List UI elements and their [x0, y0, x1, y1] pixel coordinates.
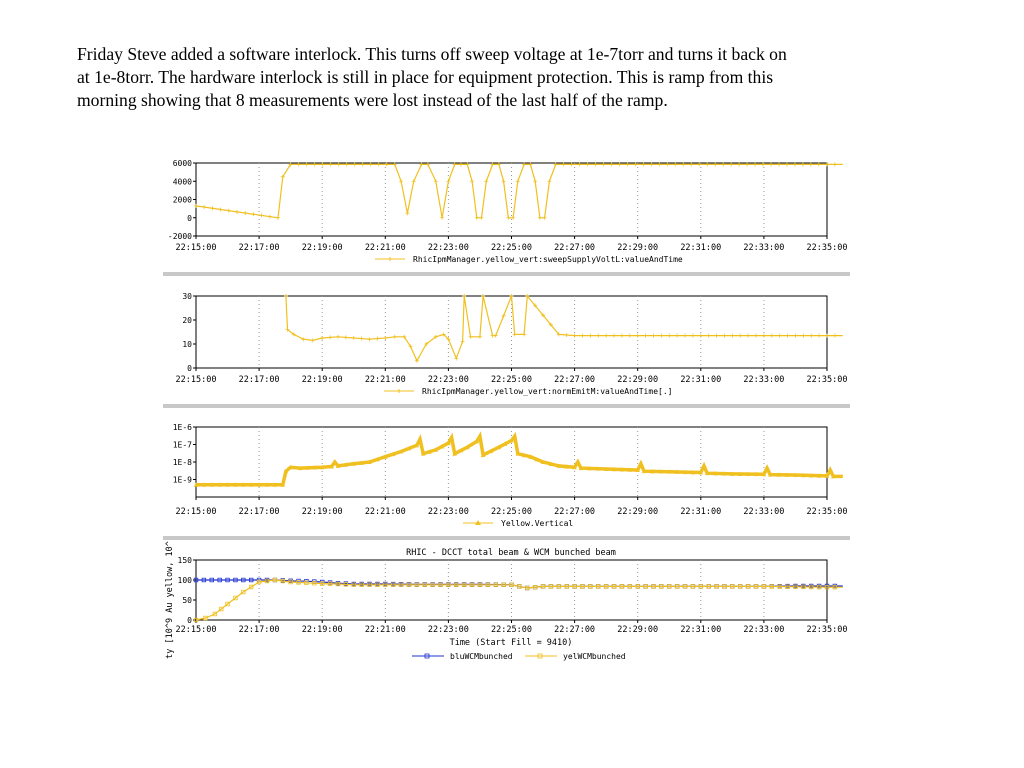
- data-point-1-1: [833, 162, 837, 166]
- legend-label-1: RhicIpmManager.yellow_vert:sweepSupplyVoltL:valueAndTime: [413, 255, 683, 264]
- x-tick-label-3-4: 22:23:00: [427, 507, 469, 517]
- x-tick-label-3-9: 22:33:00: [743, 507, 785, 517]
- data-point-2-1: [833, 334, 837, 338]
- chart-title: RHIC - DCCT total beam & WCM bunched beam: [406, 548, 616, 558]
- x-tick-label-4-9: 22:33:00: [743, 625, 785, 635]
- x-tick-label-4-1: 22:17:00: [238, 625, 280, 635]
- x-tick-label-4-5: 22:25:00: [491, 625, 532, 635]
- x-tick-label-2-7: 22:29:00: [617, 375, 659, 385]
- y-tick-label-1-2: 2000: [172, 195, 192, 205]
- x-tick-label-2-6: 22:27:00: [554, 375, 596, 385]
- plot-frame-3: [196, 427, 827, 497]
- x-tick-label-1-8: 22:31:00: [680, 243, 722, 253]
- x-tick-label-3-1: 22:17:00: [238, 507, 280, 517]
- x-tick-label-1-4: 22:23:00: [427, 243, 469, 253]
- y-tick-label-1-0: 6000: [172, 159, 192, 168]
- caption-line-3: morning showing that 8 measurements were lost instead of the last half of the ramp.: [77, 90, 668, 110]
- x-tick-label-3-10: 22:35:00: [806, 507, 848, 517]
- x-tick-label-3-6: 22:27:00: [554, 507, 596, 517]
- x-tick-label-1-0: 22:15:00: [175, 243, 217, 253]
- x-tick-label-3-8: 22:31:00: [680, 507, 722, 517]
- y-tick-label-2-2: 10: [182, 340, 192, 349]
- legend-label-3: Yellow.Vertical: [501, 519, 574, 528]
- x-tick-label-3-0: 22:15:00: [175, 507, 217, 517]
- x-tick-label-3-7: 22:29:00: [617, 507, 659, 517]
- x-tick-label-2-8: 22:31:00: [680, 375, 722, 385]
- legend-marker-2: [397, 389, 401, 393]
- y-tick-label-3-0: 1E-6: [172, 423, 192, 432]
- x-tick-label-1-9: 22:33:00: [743, 243, 785, 253]
- x-tick-label-1-6: 22:27:00: [554, 243, 596, 253]
- y-tick-label-2-0: 30: [182, 292, 192, 301]
- y-tick-label-4-3: 0: [187, 616, 192, 625]
- y-axis-label: ty [10^9 Au yellow, 10^: [165, 541, 175, 659]
- x-tick-label-2-4: 22:23:00: [427, 375, 469, 385]
- x-tick-label-3-2: 22:19:00: [301, 507, 343, 517]
- y-tick-label-1-1: 4000: [172, 177, 192, 187]
- x-tick-label-2-10: 22:35:00: [806, 375, 848, 385]
- x-tick-label-4-10: 22:35:00: [806, 625, 848, 635]
- x-tick-label-4-2: 22:19:00: [301, 625, 343, 635]
- x-tick-label-4-3: 22:21:00: [364, 625, 406, 635]
- panel-separator-2: [163, 404, 850, 408]
- x-tick-label-2-5: 22:25:00: [491, 375, 532, 385]
- caption-line-1: Friday Steve added a software interlock. This turns off sweep voltage at 1e-7torr and turns it back on: [77, 44, 787, 64]
- x-tick-label-4-6: 22:27:00: [554, 625, 596, 635]
- x-axis-label: Time (Start Fill = 9410): [449, 638, 573, 648]
- y-tick-label-2-1: 20: [182, 316, 192, 325]
- caption-line-2: at 1e-8torr. The hardware interlock is still in place for equipment protection. This is ramp from this: [77, 67, 774, 87]
- panel-separator-3: [163, 536, 850, 540]
- x-tick-label-2-9: 22:33:00: [743, 375, 785, 385]
- y-tick-label-3-3: 1E-9: [172, 475, 192, 485]
- y-tick-label-4-1: 100: [177, 576, 192, 585]
- x-tick-label-2-0: 22:15:00: [175, 375, 217, 385]
- x-tick-label-2-2: 22:19:00: [301, 375, 343, 385]
- legend-marker-1: [388, 257, 392, 261]
- y-tick-label-3-2: 1E-8: [172, 458, 192, 467]
- panel-separator-1: [163, 272, 850, 276]
- x-tick-label-4-7: 22:29:00: [617, 625, 659, 635]
- x-tick-label-4-0: 22:15:00: [175, 625, 217, 635]
- legend-label-2: RhicIpmManager.yellow_vert:normEmitM:valueAndTime[.]: [422, 387, 673, 396]
- y-tick-label-1-4: -2000: [167, 232, 192, 241]
- x-tick-label-4-4: 22:23:00: [427, 625, 469, 635]
- legend-label-4-2: yelWCMbunched: [563, 652, 626, 661]
- legend-label-4-1: bluWCMbunched: [450, 652, 513, 661]
- x-tick-label-1-2: 22:19:00: [301, 243, 343, 253]
- x-tick-label-4-8: 22:31:00: [680, 625, 722, 635]
- y-tick-label-1-3: 0: [187, 213, 192, 223]
- y-tick-label-4-0: 150: [177, 556, 192, 565]
- y-tick-label-2-3: 0: [187, 364, 192, 373]
- x-tick-label-3-5: 22:25:00: [491, 507, 532, 517]
- y-tick-label-4-2: 50: [182, 596, 192, 605]
- x-tick-label-1-10: 22:35:00: [806, 243, 848, 253]
- x-tick-label-2-1: 22:17:00: [238, 375, 280, 385]
- y-tick-label-3-1: 1E-7: [172, 440, 192, 450]
- x-tick-label-1-1: 22:17:00: [238, 243, 280, 253]
- x-tick-label-2-3: 22:21:00: [364, 375, 406, 385]
- x-tick-label-1-5: 22:25:00: [491, 243, 532, 253]
- x-tick-label-1-7: 22:29:00: [617, 243, 659, 253]
- x-tick-label-1-3: 22:21:00: [364, 243, 406, 253]
- x-tick-label-3-3: 22:21:00: [364, 507, 406, 517]
